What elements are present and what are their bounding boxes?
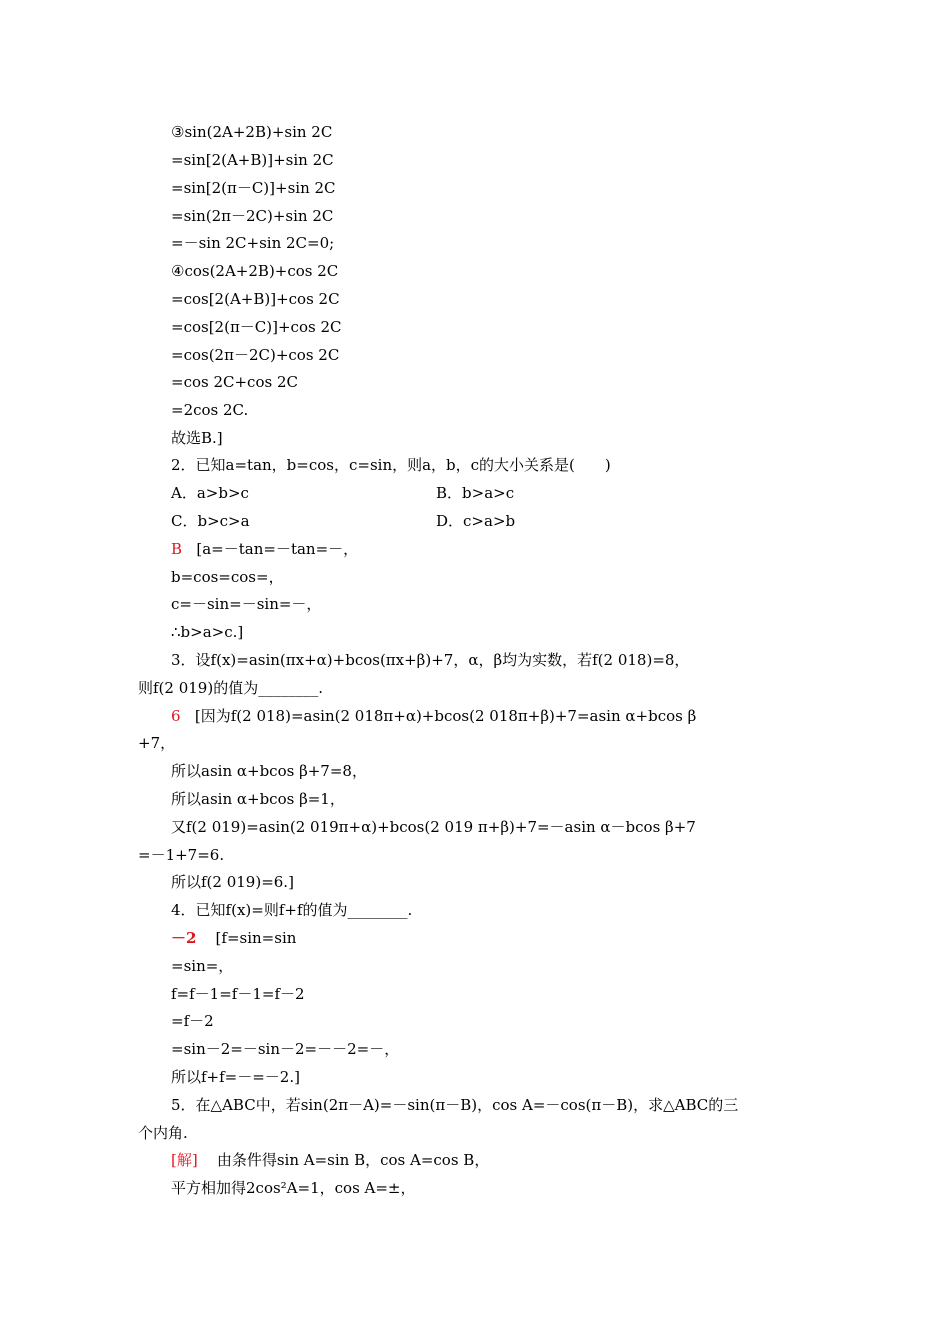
q5-stem-line1: 5．在△ABC中，若sin(2π－A)=－sin(π－B)，cos A=－cos(π－B)，求△ABC的三 — [171, 1096, 739, 1114]
q4-solution-line6: 所以f+f=－=－2.] — [171, 1068, 300, 1086]
q5-stem-line2: 个内角. — [138, 1124, 188, 1142]
q3-solution-line4: 所以asin α+bcos β=1， — [171, 790, 345, 808]
q5-solution-line1 — [171, 1147, 489, 1173]
q4-solution-line3: f=f－1=f－1=f－2 — [171, 985, 305, 1003]
q5-solution-line2: 平方相加得2cos²A=1，cos A=±， — [171, 1179, 416, 1197]
q1-solution-line: ③sin(2A+2B)+sin 2C — [171, 123, 333, 141]
q2-solution-line3: c=－sin=－sin=－， — [171, 595, 322, 613]
q3-solution-line3: 所以asin α+bcos β+7=8， — [171, 762, 367, 780]
q3-solution-text1: [因为f(2 018)=asin(2 018π+α)+bcos(2 018π+β)+7=asin α+bcos β — [194, 707, 697, 725]
q1-solution-line: =cos(2π－2C)+cos 2C — [171, 346, 340, 364]
q3-solution-line2: +7， — [138, 734, 176, 752]
q1-solution-line: =cos[2(A+B)]+cos 2C — [171, 290, 340, 308]
q2-solution-text1: [a=－tan=－tan=－， — [196, 540, 359, 558]
q1-solution-line: =cos 2C+cos 2C — [171, 373, 298, 391]
q3-solution-line5: 又f(2 019)=asin(2 019π+α)+bcos(2 019 π+β)+7=－asin α－bcos β+7 — [171, 818, 696, 836]
q2-answer: B — [171, 540, 183, 558]
q5-solution-tag: [解] — [171, 1151, 198, 1169]
q4-stem: 4．已知f(x)=则f+f的值为________. — [171, 901, 413, 919]
q4-solution-line5: =sin－2=－sin－2=－－2=－， — [171, 1040, 400, 1058]
q3-solution-line6: =－1+7=6. — [138, 846, 225, 864]
q4-solution-text1: [f=sin=sin — [215, 929, 297, 947]
q1-solution-line: =－sin 2C+sin 2C=0; — [171, 234, 335, 252]
q1-solution-line: ④cos(2A+2B)+cos 2C — [171, 262, 339, 280]
q3-stem-line1: 3．设f(x)=asin(πx+α)+bcos(πx+β)+7，α，β均为实数，若f(2 018)=8， — [171, 651, 690, 669]
q2-option-a: A．a>b>c — [171, 484, 249, 502]
q3-stem-line2: 则f(2 019)的值为________. — [138, 679, 323, 697]
q2-stem: 2．已知a=tan，b=cos，c=sin，则a，b，c的大小关系是( ) — [171, 456, 611, 474]
q5-solution-text1: 由条件得sin A=sin B，cos A=cos B， — [216, 1151, 490, 1169]
q2-solution-line1 — [171, 536, 358, 562]
q1-solution-line: =sin[2(A+B)]+sin 2C — [171, 151, 334, 169]
q3-solution-line1 — [171, 703, 696, 729]
q1-solution-line: =2cos 2C. — [171, 401, 249, 419]
q4-solution-line4: =f－2 — [171, 1012, 214, 1030]
q2-option-d: D．c>a>b — [436, 512, 516, 530]
q3-solution-line7: 所以f(2 019)=6.] — [171, 873, 294, 891]
q4-answer: －2 — [171, 929, 197, 947]
q1-solution-line: =sin[2(π－C)]+sin 2C — [171, 179, 336, 197]
q2-option-c: C．b>c>a — [171, 512, 250, 530]
q4-solution-line1 — [171, 925, 296, 951]
q3-answer: 6 — [171, 707, 181, 725]
q2-options-row1 — [171, 480, 515, 506]
q4-solution-line2: =sin=， — [171, 957, 234, 975]
q2-options-row2 — [171, 508, 516, 534]
q1-solution-line: =cos[2(π－C)]+cos 2C — [171, 318, 342, 336]
q1-solution-line: =sin(2π－2C)+sin 2C — [171, 207, 334, 225]
q2-solution-line4: ∴b>a>c.] — [171, 623, 244, 641]
q2-solution-line2: b=cos=cos=， — [171, 568, 284, 586]
q1-solution-line: 故选B.] — [171, 429, 223, 447]
q2-option-b: B．b>a>c — [436, 484, 515, 502]
